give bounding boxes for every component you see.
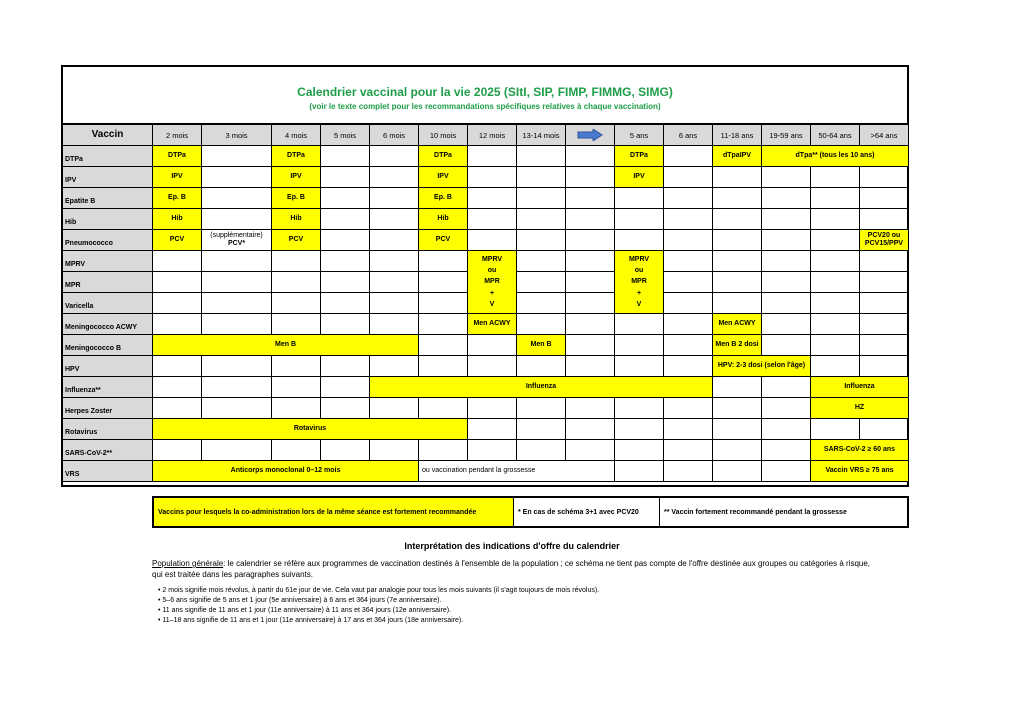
schedule-grid [61, 123, 909, 487]
schedule-cell [419, 398, 468, 419]
schedule-cell [202, 251, 272, 272]
schedule-cell [860, 251, 909, 272]
notes-list [152, 586, 872, 627]
schedule-cell [615, 356, 664, 377]
schedule-cell [664, 335, 713, 356]
schedule-cell [615, 419, 664, 440]
vaccine-entry: IPV [153, 167, 202, 188]
vaccine-entry: SARS-CoV-2 ≥ 60 ans [811, 440, 909, 461]
schedule-cell [517, 272, 566, 293]
schedule-cell [370, 314, 419, 335]
schedule-cell [202, 272, 272, 293]
schedule-cell [713, 272, 762, 293]
schedule-cell [811, 188, 860, 209]
row-label: Meningococco ACWY [63, 314, 153, 335]
schedule-cell [615, 440, 664, 461]
schedule-cell [419, 440, 468, 461]
title-box [61, 65, 909, 123]
row-label: MPRV [63, 251, 153, 272]
vaccine-entry: IPV [272, 167, 321, 188]
schedule-cell [153, 272, 202, 293]
vaccine-entry: DTPa [153, 146, 202, 167]
vaccine-entry: PCV [419, 230, 468, 251]
vaccine-entry: Ep. B [272, 188, 321, 209]
schedule-cell [202, 209, 272, 230]
schedule-cell [811, 272, 860, 293]
schedule-cell [202, 188, 272, 209]
schedule-cell [860, 356, 909, 377]
schedule-cell [517, 251, 566, 272]
schedule-cell [468, 146, 517, 167]
schedule-cell [321, 251, 370, 272]
schedule-cell [321, 146, 370, 167]
schedule-cell [370, 251, 419, 272]
schedule-cell [272, 377, 321, 398]
row-label: Pneumococco [63, 230, 153, 251]
column-header: 2 mois [153, 125, 202, 146]
vrs-pregnancy-text: ou vaccination pendant la grossesse [419, 461, 615, 482]
schedule-cell [566, 419, 615, 440]
schedule-cell [664, 419, 713, 440]
schedule-cell [860, 335, 909, 356]
schedule-cell [762, 209, 811, 230]
schedule-cell [713, 377, 762, 398]
vaccine-entry: DTPa [615, 146, 664, 167]
row-label: IPV [63, 167, 153, 188]
row-label: Epatite B [63, 188, 153, 209]
schedule-cell [272, 314, 321, 335]
schedule-cell [664, 146, 713, 167]
schedule-cell [419, 272, 468, 293]
vaccine-entry: IPV [419, 167, 468, 188]
vaccine-entry: Men ACWY [468, 314, 517, 335]
schedule-cell [370, 272, 419, 293]
schedule-cell [517, 293, 566, 314]
schedule-cell [370, 293, 419, 314]
schedule-cell [370, 356, 419, 377]
schedule-cell [566, 209, 615, 230]
note-bullet: • 11 ans signifie de 11 ans et 1 jour (11e anniversaire) à 11 ans et 364 jours (12e anniversaire). [158, 606, 872, 616]
schedule-cell [566, 251, 615, 272]
schedule-cell [664, 167, 713, 188]
header-vaccin: Vaccin [63, 125, 153, 146]
schedule-cell [762, 230, 811, 251]
note-bullet: • 5–6 ans signifie de 5 ans et 1 jour (5e anniversaire) à 6 ans et 364 jours (7e anniversaire). [158, 596, 872, 606]
schedule-cell [762, 377, 811, 398]
schedule-cell [202, 440, 272, 461]
schedule-cell [615, 209, 664, 230]
column-header: 13-14 mois [517, 125, 566, 146]
schedule-cell [664, 314, 713, 335]
column-header: >64 ans [860, 125, 909, 146]
schedule-cell [713, 440, 762, 461]
schedule-cell [664, 209, 713, 230]
schedule-cell [664, 356, 713, 377]
schedule-cell [811, 314, 860, 335]
schedule-cell [811, 335, 860, 356]
schedule-cell [566, 335, 615, 356]
schedule-cell [321, 440, 370, 461]
schedule-cell [517, 314, 566, 335]
row-label: MPR [63, 272, 153, 293]
schedule-cell [762, 335, 811, 356]
schedule-cell [860, 209, 909, 230]
row-label: Rotavirus [63, 419, 153, 440]
vaccine-entry: MPRV ou MPR + V [468, 251, 517, 314]
vaccine-entry: Hib [419, 209, 468, 230]
schedule-cell [762, 251, 811, 272]
pcv-note-line1: (supplémentaire) [210, 231, 263, 239]
schedule-cell [202, 398, 272, 419]
page-subtitle: (voir le texte complet pour les recommandations spécifiques relatives à chaque vaccination) [309, 102, 661, 111]
schedule-cell [860, 419, 909, 440]
vaccine-entry: Anticorps monoclonal 0–12 mois [153, 461, 419, 482]
schedule-cell [860, 167, 909, 188]
schedule-cell [419, 314, 468, 335]
vaccine-entry: dTpaIPV [713, 146, 762, 167]
schedule-cell [468, 167, 517, 188]
row-label: Hib [63, 209, 153, 230]
legend-dstar: ** Vaccin fortement recommandé pendant la grossesse [664, 508, 847, 516]
schedule-cell [321, 293, 370, 314]
schedule-cell [860, 293, 909, 314]
schedule-cell [321, 398, 370, 419]
note-bullet: • 2 mois signifie mois révolus, à partir du 61e jour de vie. Cela vaut par analogie pour tous les mois suivants (il s'agit toujours de mois révolus). [158, 586, 872, 596]
schedule-cell [566, 230, 615, 251]
schedule-cell [370, 188, 419, 209]
schedule-cell [321, 209, 370, 230]
vaccine-entry: HPV: 2-3 dosi (selon l'âge) [713, 356, 811, 377]
schedule-cell [615, 461, 664, 482]
schedule-cell [272, 398, 321, 419]
schedule-cell [321, 167, 370, 188]
schedule-cell [321, 230, 370, 251]
schedule-cell [811, 167, 860, 188]
vaccine-entry: Men B [153, 335, 419, 356]
column-header: 5 mois [321, 125, 370, 146]
schedule-cell [566, 356, 615, 377]
schedule-cell [762, 314, 811, 335]
schedule-cell [153, 440, 202, 461]
schedule-cell [713, 293, 762, 314]
schedule-cell [566, 293, 615, 314]
schedule-cell [153, 293, 202, 314]
column-header: 4 mois [272, 125, 321, 146]
vaccine-entry: Vaccin VRS ≥ 75 ans [811, 461, 909, 482]
schedule-cell [321, 377, 370, 398]
row-label: DTPa [63, 146, 153, 167]
vaccine-entry: MPRV ou MPR + V [615, 251, 664, 314]
schedule-cell [762, 167, 811, 188]
schedule-cell [664, 272, 713, 293]
schedule-cell [713, 419, 762, 440]
schedule-cell [153, 398, 202, 419]
row-label: Meningococco B [63, 335, 153, 356]
population-paragraph [152, 559, 872, 581]
schedule-cell [762, 440, 811, 461]
vaccine-entry: PCV [153, 230, 202, 251]
schedule-cell [153, 251, 202, 272]
schedule-cell [272, 251, 321, 272]
vaccine-entry: Influenza [811, 377, 909, 398]
schedule-table [61, 65, 909, 487]
column-header: 5 ans [615, 125, 664, 146]
row-label: Herpes Zoster [63, 398, 153, 419]
schedule-cell [713, 251, 762, 272]
schedule-cell [370, 440, 419, 461]
schedule-cell [321, 272, 370, 293]
schedule-cell [517, 356, 566, 377]
schedule-cell [202, 146, 272, 167]
page-title: Calendrier vaccinal pour la vie 2025 (SItI, SIP, FIMP, FIMMG, SIMG) [297, 85, 673, 99]
column-header: 12 mois [468, 125, 517, 146]
vaccine-entry: DTPa [272, 146, 321, 167]
schedule-cell [468, 440, 517, 461]
schedule-cell [664, 188, 713, 209]
schedule-cell [762, 293, 811, 314]
schedule-cell [517, 188, 566, 209]
schedule-cell [713, 209, 762, 230]
vaccine-entry: PCV20 ou PCV15/PPV [860, 230, 909, 251]
legend-star: * En cas de schéma 3+1 avec PCV20 [514, 498, 660, 526]
schedule-cell [860, 272, 909, 293]
schedule-cell [615, 188, 664, 209]
schedule-cell [762, 419, 811, 440]
schedule-cell [419, 251, 468, 272]
schedule-cell [468, 419, 517, 440]
schedule-cell [615, 398, 664, 419]
schedule-cell [762, 188, 811, 209]
schedule-cell [762, 461, 811, 482]
schedule-cell [517, 230, 566, 251]
schedule-cell [517, 146, 566, 167]
schedule-cell [419, 356, 468, 377]
schedule-cell [272, 293, 321, 314]
row-label: HPV [63, 356, 153, 377]
schedule-cell [321, 356, 370, 377]
schedule-cell [370, 398, 419, 419]
vaccine-entry: Ep. B [419, 188, 468, 209]
row-label: Varicella [63, 293, 153, 314]
row-label: Influenza** [63, 377, 153, 398]
vaccine-entry: HZ [811, 398, 909, 419]
schedule-cell [713, 167, 762, 188]
schedule-cell [566, 146, 615, 167]
vaccine-entry: Ep. B [153, 188, 202, 209]
schedule-cell [811, 419, 860, 440]
schedule-cell [202, 293, 272, 314]
arrow-right-icon [566, 125, 615, 146]
schedule-cell [615, 230, 664, 251]
vaccine-entry: Hib [153, 209, 202, 230]
notes-heading: Interprétation des indications d'offre du calendrier [404, 541, 620, 551]
schedule-cell [811, 356, 860, 377]
schedule-cell [664, 398, 713, 419]
column-header: 6 ans [664, 125, 713, 146]
schedule-cell [713, 188, 762, 209]
vaccine-entry: Men B 2 dosi [713, 335, 762, 356]
schedule-cell [202, 167, 272, 188]
schedule-cell [153, 356, 202, 377]
schedule-cell [468, 209, 517, 230]
schedule-cell [370, 230, 419, 251]
schedule-cell [517, 419, 566, 440]
row-label: VRS [63, 461, 153, 482]
schedule-cell [811, 209, 860, 230]
schedule-cell [664, 461, 713, 482]
vaccine-entry: IPV [615, 167, 664, 188]
schedule-cell [860, 314, 909, 335]
schedule-cell [468, 398, 517, 419]
schedule-cell [762, 398, 811, 419]
schedule-cell [664, 251, 713, 272]
legend-yellow: Vaccins pour lesquels la co-administration lors de la même séance est fortement recommandée [154, 498, 514, 526]
pcv-note-line2: PCV* [227, 240, 246, 247]
legend [152, 496, 909, 528]
schedule-cell [566, 398, 615, 419]
schedule-cell [370, 167, 419, 188]
schedule-cell [153, 377, 202, 398]
schedule-cell [272, 440, 321, 461]
pcv-supplement-cell [202, 230, 272, 251]
schedule-cell [517, 209, 566, 230]
schedule-cell [468, 230, 517, 251]
schedule-cell [419, 293, 468, 314]
column-header: 3 mois [202, 125, 272, 146]
schedule-cell [713, 230, 762, 251]
schedule-cell [566, 167, 615, 188]
column-header: 19-59 ans [762, 125, 811, 146]
population-label: Population générale [152, 559, 224, 568]
schedule-cell [321, 188, 370, 209]
schedule-cell [713, 398, 762, 419]
schedule-cell [517, 398, 566, 419]
schedule-cell [860, 188, 909, 209]
schedule-cell [615, 335, 664, 356]
column-header: 11-18 ans [713, 125, 762, 146]
column-header: 6 mois [370, 125, 419, 146]
schedule-cell [566, 188, 615, 209]
schedule-cell [517, 167, 566, 188]
schedule-cell [202, 356, 272, 377]
schedule-cell [664, 293, 713, 314]
vaccine-entry: PCV [272, 230, 321, 251]
schedule-cell [153, 314, 202, 335]
schedule-cell [370, 209, 419, 230]
schedule-cell [370, 146, 419, 167]
column-header: 10 mois [419, 125, 468, 146]
schedule-cell [811, 230, 860, 251]
schedule-cell [811, 251, 860, 272]
schedule-cell [468, 356, 517, 377]
schedule-cell [615, 314, 664, 335]
schedule-cell [468, 335, 517, 356]
schedule-cell [202, 377, 272, 398]
schedule-cell [566, 440, 615, 461]
vaccine-entry: DTPa [419, 146, 468, 167]
vaccine-entry: Men ACWY [713, 314, 762, 335]
notes [152, 541, 872, 626]
vaccine-entry: Influenza [370, 377, 713, 398]
row-label: SARS-CoV-2** [63, 440, 153, 461]
population-text: : le calendrier se réfère aux programmes de vaccination destinés à l'ensemble de la population ; ce schéma ne tient pas compte de l'offre destinée aux groupes ou catégories à risque, qui est traitée dans les paragraphes suivants. [152, 559, 871, 579]
schedule-cell [566, 314, 615, 335]
schedule-cell [468, 188, 517, 209]
schedule-cell [272, 272, 321, 293]
schedule-cell [664, 440, 713, 461]
vaccine-entry: Men B [517, 335, 566, 356]
note-bullet: • 11–18 ans signifie de 11 ans et 1 jour (11e anniversaire) à 17 ans et 364 jours (18e anniversaire). [158, 616, 872, 626]
schedule-cell [202, 314, 272, 335]
vaccine-entry: dTpa** (tous les 10 ans) [762, 146, 909, 167]
schedule-cell [419, 335, 468, 356]
vaccine-entry: Hib [272, 209, 321, 230]
schedule-cell [321, 314, 370, 335]
schedule-cell [762, 272, 811, 293]
schedule-cell [517, 440, 566, 461]
schedule-cell [664, 230, 713, 251]
vaccine-entry: Rotavirus [153, 419, 468, 440]
column-header: 50-64 ans [811, 125, 860, 146]
schedule-cell [566, 272, 615, 293]
schedule-cell [272, 356, 321, 377]
schedule-cell [811, 293, 860, 314]
schedule-cell [713, 461, 762, 482]
